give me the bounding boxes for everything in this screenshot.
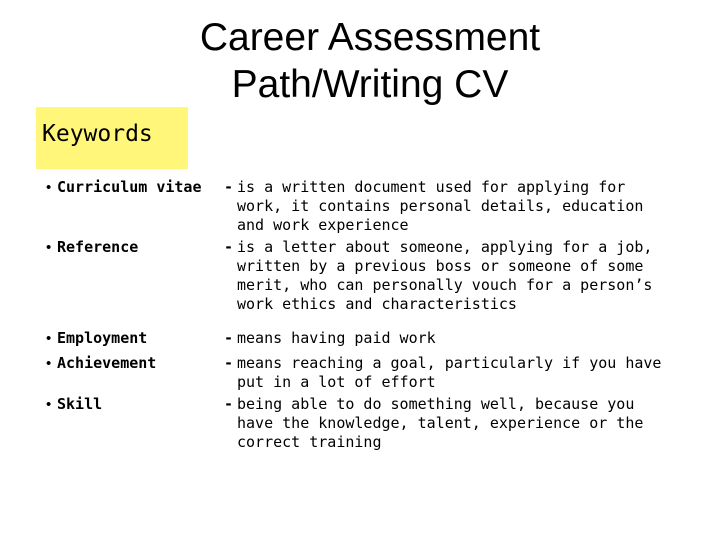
- slide-title-line-2: Path/Writing CV: [231, 63, 509, 106]
- keyword-definition: is a written document used for applying for work, it contains personal details, education and work experience: [237, 178, 644, 234]
- bullet: •: [46, 396, 52, 413]
- slide-title-line-1: Career Assessment: [199, 16, 541, 59]
- keyword-definition: means reaching a goal, particularly if you have put in a lot of effort: [237, 354, 662, 391]
- keyword-definition: means having paid work: [237, 329, 436, 347]
- keyword-term: Achievement: [57, 354, 157, 372]
- keyword-entry-reference: [46, 238, 726, 329]
- keyword-term: Skill: [57, 395, 103, 413]
- bullet: •: [46, 355, 52, 372]
- keyword-definition: is a letter about someone, applying for a job, written by a previous boss or someone of some merit, who can personally vouch for a person’s work ethics and characteristics: [237, 238, 653, 313]
- keywords-label: Keywords: [36, 107, 188, 169]
- keyword-entry-employment: [46, 329, 726, 354]
- keyword-list: [46, 178, 726, 455]
- dash: -: [224, 329, 234, 347]
- bullet: •: [46, 179, 52, 196]
- dash: -: [224, 238, 234, 256]
- keyword-entry-curriculum-vitae: [46, 178, 726, 238]
- slide-title: [120, 14, 620, 108]
- dash: -: [224, 178, 234, 196]
- keyword-entry-skill: [46, 395, 726, 455]
- keyword-term: Reference: [57, 238, 139, 256]
- bullet: •: [46, 239, 52, 256]
- keyword-term: Employment: [57, 329, 148, 347]
- bullet: •: [46, 330, 52, 347]
- dash: -: [224, 395, 234, 413]
- dash: -: [224, 354, 234, 372]
- keyword-term: Curriculum vitae: [57, 178, 202, 196]
- keyword-definition: being able to do something well, because you have the knowledge, talent, experience or the correct training: [237, 395, 644, 451]
- keyword-entry-achievement: [46, 354, 726, 395]
